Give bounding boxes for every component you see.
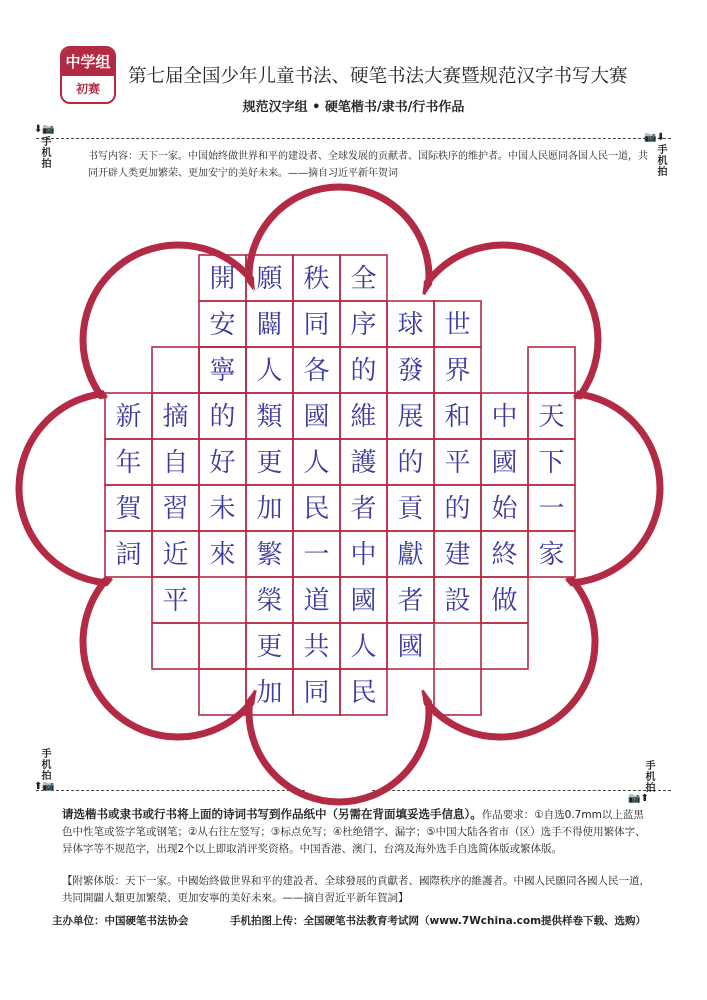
grid-character: 年 bbox=[115, 448, 142, 478]
grid-character: 民 bbox=[350, 678, 377, 708]
grid-character: 共 bbox=[303, 632, 330, 662]
grid-character: 者 bbox=[350, 494, 377, 524]
grid-character: 維 bbox=[350, 402, 377, 432]
organizer: 主办单位：中国硬笔书法协会 bbox=[52, 915, 189, 927]
grid-character: 未 bbox=[209, 494, 236, 524]
grid-character: 展 bbox=[397, 402, 424, 432]
grid-character: 同 bbox=[303, 678, 330, 708]
grid-character: 摘 bbox=[162, 402, 189, 432]
grid-character: 自 bbox=[162, 448, 189, 478]
grid-character: 的 bbox=[444, 494, 471, 524]
grid-character: 國 bbox=[397, 632, 424, 662]
grid-character: 國 bbox=[350, 586, 377, 616]
requirements-lead: 请选楷书或隶书或行书将上面的诗词书写到作品纸中（另需在背面填妥选手信息）。 bbox=[62, 807, 482, 821]
grid-character: 做 bbox=[491, 586, 518, 616]
grid-character: 新 bbox=[115, 402, 142, 432]
grid-character: 闢 bbox=[256, 310, 283, 340]
grid-character: 界 bbox=[444, 356, 471, 386]
grid-character: 天 bbox=[538, 402, 565, 432]
grid-character: 國 bbox=[303, 402, 330, 432]
grid-character: 中 bbox=[350, 540, 377, 570]
grid-character: 賀 bbox=[115, 494, 142, 524]
grid-character: 始 bbox=[491, 494, 518, 524]
grid-character: 球 bbox=[397, 310, 424, 340]
grid-character: 的 bbox=[350, 356, 377, 386]
upload-info: 手机拍图上传：全国硬笔书法教育考试网（www.7Wchina.com提供样卷下载、选购） bbox=[230, 915, 647, 927]
camera-tag-label: 手机拍 bbox=[655, 144, 666, 177]
download-camera-icon: ⬇📷 bbox=[34, 124, 55, 135]
grid-character: 和 bbox=[444, 402, 471, 432]
grid-character: 發 bbox=[397, 356, 424, 386]
grid-character: 安 bbox=[209, 310, 236, 340]
grid-character: 一 bbox=[538, 494, 565, 524]
camera-tag-label: 手机拍 bbox=[39, 136, 50, 169]
grid-character: 下 bbox=[538, 448, 565, 478]
requirements bbox=[62, 806, 652, 858]
grid-character: 詞 bbox=[115, 540, 142, 570]
grid-character: 者 bbox=[397, 586, 424, 616]
grid-character: 世 bbox=[444, 310, 471, 340]
badge-stage: 初赛 bbox=[75, 82, 100, 96]
upload-camera-icon: ⬆📷 bbox=[34, 781, 55, 792]
camera-tag-label: 手机拍 bbox=[39, 748, 50, 781]
grid-character: 的 bbox=[397, 448, 424, 478]
grid-character: 貢 bbox=[397, 494, 424, 524]
grid-character: 的 bbox=[209, 402, 236, 432]
grid-character: 護 bbox=[350, 448, 377, 478]
grid-character: 家 bbox=[538, 540, 565, 570]
grid-character: 好 bbox=[209, 448, 236, 478]
writing-content-text: 天下一家。中国始终做世界和平的建设者、全球发展的贡献者、国际秩序的维护者。中国人民愿同各国人民一道，共同开辟人类更加繁荣、更加安宁的美好未来。——摘自习近平新年贺词 bbox=[88, 151, 648, 179]
grid-character: 近 bbox=[162, 540, 189, 570]
grid-character: 各 bbox=[303, 356, 330, 386]
grid-character: 人 bbox=[303, 448, 330, 478]
grid-character: 終 bbox=[491, 540, 518, 570]
page-title: 第七届全国少年儿童书法、硬笔书法大赛暨规范汉字书写大赛 bbox=[128, 66, 628, 87]
grid-character: 建 bbox=[444, 540, 471, 570]
grid-character: 來 bbox=[209, 540, 236, 570]
grid-character: 平 bbox=[162, 586, 189, 616]
grid-character: 中 bbox=[491, 402, 518, 432]
grid-character: 序 bbox=[350, 310, 377, 340]
grid-character: 平 bbox=[444, 448, 471, 478]
grid-character: 秩 bbox=[303, 264, 330, 294]
grid-character: 民 bbox=[303, 494, 330, 524]
badge-group: 中学组 bbox=[62, 48, 114, 76]
grid-character: 國 bbox=[491, 448, 518, 478]
camera-upload-icon: 📷⬆ bbox=[628, 793, 649, 804]
requirements-text: 作品要求：①自选0.7mm以上蓝黑色中性笔或签字笔或钢笔；②从右往左竖写；③标点免写；④杜绝错字、漏字；⑤中国大陆各省市（区）选手不得使用繁体字、异体字等不规范字，出现2个以上即取消评奖资格。中国香港、澳门、台湾及海外选手自选简体版或繁体版。 bbox=[62, 809, 646, 855]
grid-character: 更 bbox=[256, 448, 283, 478]
camera-download-icon: 📷⬇ bbox=[644, 132, 665, 143]
writing-content-label: 书写内容： bbox=[88, 151, 138, 162]
grid-character: 全 bbox=[350, 264, 377, 294]
grid-character: 人 bbox=[350, 632, 377, 662]
grid-character: 道 bbox=[303, 586, 330, 616]
traditional-version: 【附繁体版：天下一家。中國始終做世界和平的建設者、全球發展的貢獻者、國際秩序的維護者。中國人民願同各國人民一道，共同開闢人類更加繁榮、更加安寧的美好未來。——摘自習近平新年賀詞】 bbox=[62, 875, 650, 904]
grid-character: 開 bbox=[209, 264, 236, 294]
grid-character: 加 bbox=[256, 494, 283, 524]
grid-character: 同 bbox=[303, 310, 330, 340]
grid-character: 一 bbox=[303, 540, 330, 570]
grid-character: 習 bbox=[162, 494, 189, 524]
camera-tag-label: 手机拍 bbox=[643, 760, 654, 793]
grid-character: 寧 bbox=[209, 356, 236, 386]
page-subtitle: 规范汉字组 • 硬笔楷书/隶书/行书作品 bbox=[242, 100, 465, 115]
grid-character: 加 bbox=[256, 678, 283, 708]
grid-character: 繁 bbox=[256, 540, 283, 570]
grid-character: 榮 bbox=[256, 586, 283, 616]
grid-character: 設 bbox=[444, 586, 471, 616]
grid-character: 願 bbox=[256, 264, 283, 294]
grid-character: 類 bbox=[256, 402, 283, 432]
grid-character: 獻 bbox=[397, 540, 424, 570]
grid-character: 更 bbox=[256, 632, 283, 662]
grid-character: 人 bbox=[256, 356, 283, 386]
